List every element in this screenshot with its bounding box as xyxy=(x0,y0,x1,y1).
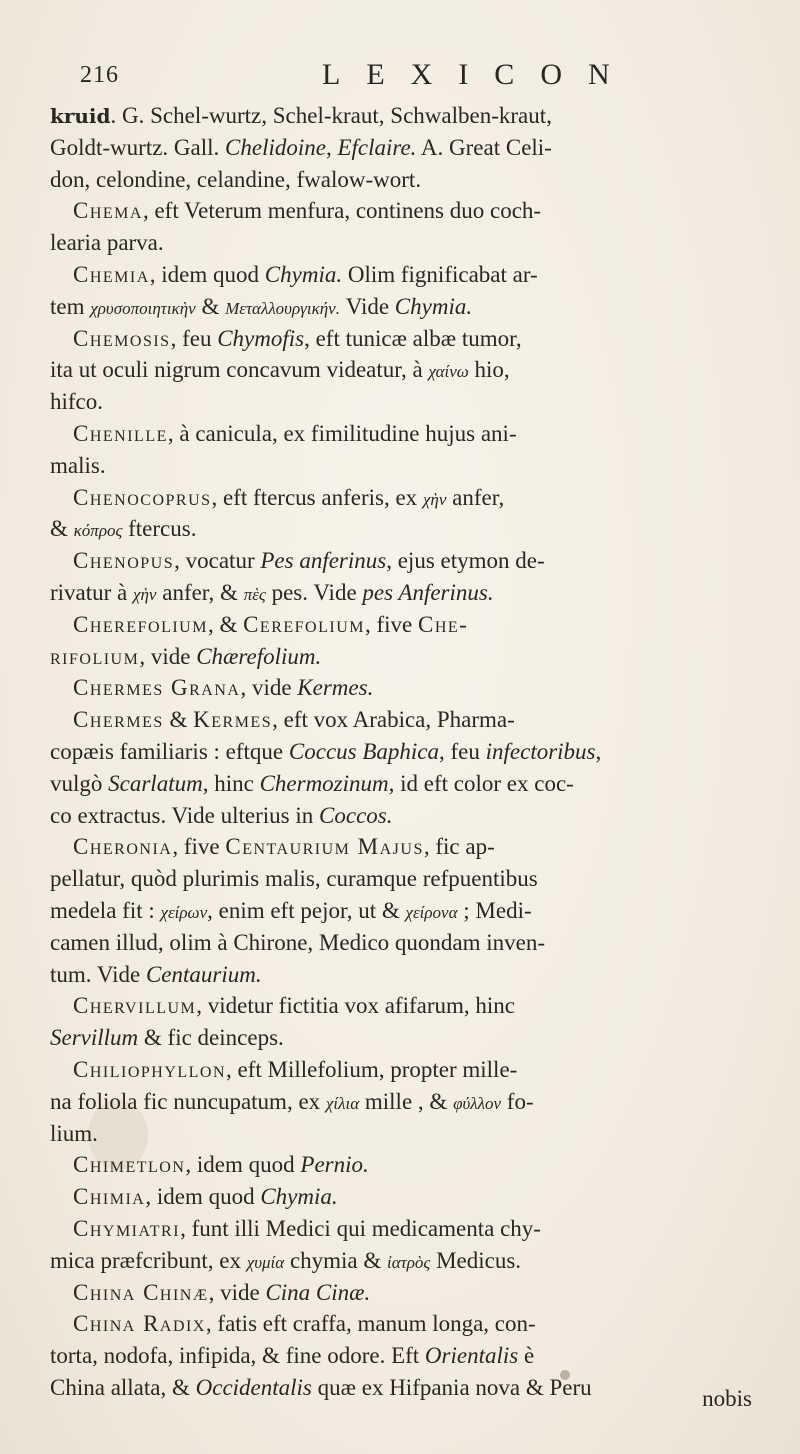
text-segment: , vide xyxy=(240,675,298,701)
text-segment: na foliola fic nuncupatum, ex xyxy=(50,1088,326,1114)
greek-word: χείρων xyxy=(160,903,208,922)
text-line xyxy=(50,132,552,164)
text-segment: ; Medi- xyxy=(457,898,532,923)
text-line xyxy=(50,704,515,736)
text-segment: Pes anferinus xyxy=(260,548,387,574)
greek-word: ἰατρὸς xyxy=(387,1252,431,1272)
text-segment: pes. Vide xyxy=(265,580,363,605)
text-segment: tum. Vide xyxy=(50,961,146,987)
text-segment xyxy=(50,1216,73,1241)
text-segment xyxy=(50,1280,73,1305)
page-number: 216 xyxy=(80,62,119,88)
text-segment: Cina Cinæ. xyxy=(265,1279,371,1305)
text-segment: anfer, xyxy=(446,484,505,510)
text-segment: pes Anferinus. xyxy=(362,580,494,605)
text-line xyxy=(50,1213,541,1245)
text-segment: infectoribus xyxy=(485,739,596,764)
text-segment: quæ ex Hifpania nova & Peru xyxy=(311,1375,592,1400)
headword: Chenopus xyxy=(73,548,175,574)
text-segment: vulgò xyxy=(50,770,109,796)
text-line xyxy=(50,1245,521,1277)
text-line xyxy=(50,990,515,1022)
greek-word: χυμία xyxy=(246,1252,285,1272)
text-line xyxy=(50,1340,534,1372)
text-segment: Kermes. xyxy=(297,675,374,701)
greek-word: κόπρος xyxy=(73,521,123,541)
text-segment: hio, xyxy=(468,357,510,383)
text-line xyxy=(50,418,517,450)
text-segment: malis. xyxy=(50,452,106,478)
text-line xyxy=(50,1054,517,1086)
text-line xyxy=(50,895,532,927)
text-segment: , hinc xyxy=(202,770,260,796)
text-segment: Vide xyxy=(339,293,395,319)
text-segment: , five xyxy=(365,611,419,637)
headword: Chimetlon xyxy=(73,1152,186,1178)
text-line xyxy=(50,863,538,895)
text-segment xyxy=(50,707,73,732)
headword: Kermes xyxy=(193,707,273,733)
page-header xyxy=(0,58,800,98)
text-segment: ftercus. xyxy=(122,516,197,542)
headword: Chemia xyxy=(73,262,150,287)
text-segment: fo- xyxy=(501,1088,534,1114)
text-segment: anfer, & xyxy=(156,580,244,605)
greek-word: πὲς xyxy=(243,585,266,604)
text-line xyxy=(50,1277,370,1309)
headword: Chymiatri xyxy=(73,1216,181,1241)
text-line xyxy=(50,1181,338,1213)
text-segment: Efclaire. xyxy=(337,134,417,160)
text-segment: , five xyxy=(172,834,226,860)
text-segment: mica præfcribunt, ex xyxy=(50,1247,247,1273)
text-segment: , enim eft pejor, ut & xyxy=(207,898,406,923)
text-segment: , xyxy=(325,134,338,160)
text-segment: Goldt-wurtz. Gall. xyxy=(50,134,226,160)
text-segment: , vide xyxy=(139,643,197,669)
headword: Chemosis xyxy=(73,325,171,351)
text-segment: Coccos. xyxy=(319,802,393,828)
text-segment: tem xyxy=(50,293,91,319)
greek-word: χρυσοποιητικὴν xyxy=(90,298,196,318)
greek-word: χίλια xyxy=(325,1093,360,1113)
text-segment: torta, nodofa, infipida, & fine odore. Eft xyxy=(50,1343,425,1369)
running-title: LEXICON xyxy=(322,58,636,91)
greek-word: χὴν xyxy=(133,585,157,604)
text-line xyxy=(50,736,601,768)
headword: Centaurium Majus xyxy=(225,834,424,860)
text-segment: Chymofis xyxy=(217,325,305,351)
text-segment: kruid xyxy=(50,104,111,128)
headword: China Radix xyxy=(73,1311,206,1337)
text-segment: Chelidoine xyxy=(225,134,326,160)
text-segment: & fic deinceps. xyxy=(138,1025,284,1051)
headword: rifolium xyxy=(50,643,140,669)
text-segment: , eft Millefolium, propter mille- xyxy=(226,1057,518,1082)
text-segment: , ejus etymon de- xyxy=(386,548,545,574)
headword: Chermes xyxy=(73,707,164,733)
text-segment: medela fit : xyxy=(50,898,161,923)
text-line xyxy=(50,768,574,800)
text-line xyxy=(50,386,103,418)
text-segment: learia parva. xyxy=(50,230,164,256)
text-segment: , à canicula, ex fimilitudine hujus ani- xyxy=(167,421,517,446)
text-segment: , & xyxy=(207,611,244,637)
text-segment: Chymia. xyxy=(264,262,343,287)
text-segment: camen illud, olim à Chirone, Medico quondam inven- xyxy=(50,929,546,955)
text-segment xyxy=(50,1184,73,1209)
text-segment: Coccus Baphica xyxy=(288,739,439,764)
greek-word: χαίνω xyxy=(428,362,469,382)
catchword: nobis xyxy=(702,1386,752,1411)
text-segment xyxy=(50,993,73,1018)
text-segment: Chymia. xyxy=(394,293,473,319)
text-line xyxy=(50,1308,536,1340)
greek-word: Μεταλλουργικήν. xyxy=(225,298,340,318)
text-line xyxy=(50,259,538,291)
text-segment: , vide xyxy=(208,1279,266,1305)
text-segment: , xyxy=(595,739,602,764)
text-line xyxy=(50,227,164,259)
text-segment: Chermozinum xyxy=(259,770,389,796)
text-segment xyxy=(50,1152,73,1177)
text-segment xyxy=(50,1311,73,1336)
headword: Chenocoprus xyxy=(73,484,212,510)
text-line xyxy=(50,545,545,577)
text-segment: don, celondine, celandine, fwalow-wort. xyxy=(50,166,422,192)
text-line xyxy=(50,100,552,132)
text-segment xyxy=(50,262,73,287)
text-segment xyxy=(50,1057,73,1082)
text-segment xyxy=(50,485,73,510)
text-segment: Orientalis xyxy=(424,1343,519,1369)
text-segment: , funt illi Medici qui medicamenta chy- xyxy=(180,1216,541,1241)
text-line xyxy=(50,609,468,641)
text-line xyxy=(50,831,495,863)
text-line xyxy=(50,1149,369,1181)
text-segment: mille , & xyxy=(359,1088,454,1114)
text-segment: lium. xyxy=(50,1120,98,1146)
text-segment xyxy=(50,548,73,573)
text-segment: , eft ftercus anferis, ex xyxy=(211,484,423,510)
headword: Chiliophyllon xyxy=(73,1057,227,1082)
text-line xyxy=(50,1022,284,1054)
text-line xyxy=(50,291,472,323)
text-segment: pellatur, quòd plurimis malis, curamque refpuentibus xyxy=(50,866,538,892)
text-segment: & xyxy=(50,516,74,542)
text-segment: , vocatur xyxy=(174,548,261,574)
headword: Che- xyxy=(418,611,469,637)
text-segment: A. Great Celi- xyxy=(416,134,552,160)
text-line xyxy=(50,164,421,196)
text-line xyxy=(50,959,262,991)
headword: Chenille xyxy=(73,421,168,446)
text-line xyxy=(50,800,392,832)
headword: Cherefolium xyxy=(73,611,208,637)
text-segment: Servillum xyxy=(50,1025,139,1051)
text-line xyxy=(50,354,510,386)
text-segment: , idem quod xyxy=(145,1184,261,1210)
text-segment: , eft vox Arabica, Pharma- xyxy=(272,707,515,733)
text-segment: , fic ap- xyxy=(423,834,495,860)
text-segment: rivatur à xyxy=(50,580,134,605)
text-segment: , feu xyxy=(439,739,486,764)
greek-word: χὴν xyxy=(422,489,447,509)
text-line xyxy=(50,1118,98,1150)
headword: Chervillum xyxy=(73,993,197,1019)
headword: Chema xyxy=(73,198,143,224)
text-segment xyxy=(50,834,73,859)
text-segment: & xyxy=(195,293,226,319)
text-segment xyxy=(50,421,73,446)
text-segment: Chymia. xyxy=(260,1184,338,1210)
text-segment: è xyxy=(518,1343,535,1369)
text-segment: Medicus. xyxy=(430,1247,522,1273)
text-line xyxy=(50,513,196,545)
text-line xyxy=(50,927,545,959)
headword: China Chinæ xyxy=(73,1279,209,1305)
text-line xyxy=(50,450,106,482)
text-segment: China allata, & xyxy=(50,1375,196,1400)
text-segment: copæis familiaris : eftque xyxy=(50,739,289,764)
text-segment: Chærefolium. xyxy=(196,643,322,669)
text-segment: . G. Schel-wurtz, Schel-kraut, Schwalben-kraut, xyxy=(110,103,552,128)
text-segment: co extractus. Vide ulterius in xyxy=(50,802,320,828)
text-segment: , eft Veterum menfura, continens duo coch- xyxy=(142,198,542,224)
headword: Chermes Grana xyxy=(73,675,241,701)
text-segment: Pernio. xyxy=(300,1152,369,1178)
headword: Cheronia xyxy=(73,834,173,860)
text-segment: Scarlatum xyxy=(108,770,203,796)
text-segment: Olim fignificabat ar- xyxy=(342,262,538,287)
text-line xyxy=(50,1086,534,1118)
text-segment: , idem quod xyxy=(185,1152,301,1178)
text-line xyxy=(50,672,373,704)
text-segment: , videtur fictitia vox afifarum, hinc xyxy=(196,993,515,1019)
text-segment: Centaurium. xyxy=(145,961,262,987)
headword: Cerefolium xyxy=(243,611,365,637)
text-segment: & xyxy=(163,707,194,733)
headword: Chimia xyxy=(73,1184,146,1210)
text-segment: , fatis eft craffa, manum longa, con- xyxy=(205,1311,536,1337)
text-segment xyxy=(50,675,73,700)
text-line xyxy=(50,577,494,609)
text-line xyxy=(50,195,541,227)
text-segment: ita ut oculi nigrum concavum videatur, à xyxy=(50,357,429,383)
text-segment xyxy=(50,326,73,351)
text-line xyxy=(50,1372,592,1404)
text-segment: , eft tunicæ albæ tumor, xyxy=(304,325,522,351)
text-segment: hifco. xyxy=(50,389,104,415)
text-line xyxy=(50,323,522,355)
text-segment: , idem quod xyxy=(149,262,265,287)
greek-word: χείρονα xyxy=(405,903,458,922)
greek-word: φύλλον xyxy=(453,1093,502,1113)
text-line xyxy=(50,482,504,514)
text-line xyxy=(50,641,321,673)
text-segment: , id eft color ex coc- xyxy=(388,770,574,796)
text-segment: chymia & xyxy=(284,1247,388,1273)
text-segment: , feu xyxy=(170,325,218,351)
text-segment xyxy=(50,612,73,637)
text-segment: Occidentalis xyxy=(195,1375,312,1400)
text-segment xyxy=(50,198,73,223)
